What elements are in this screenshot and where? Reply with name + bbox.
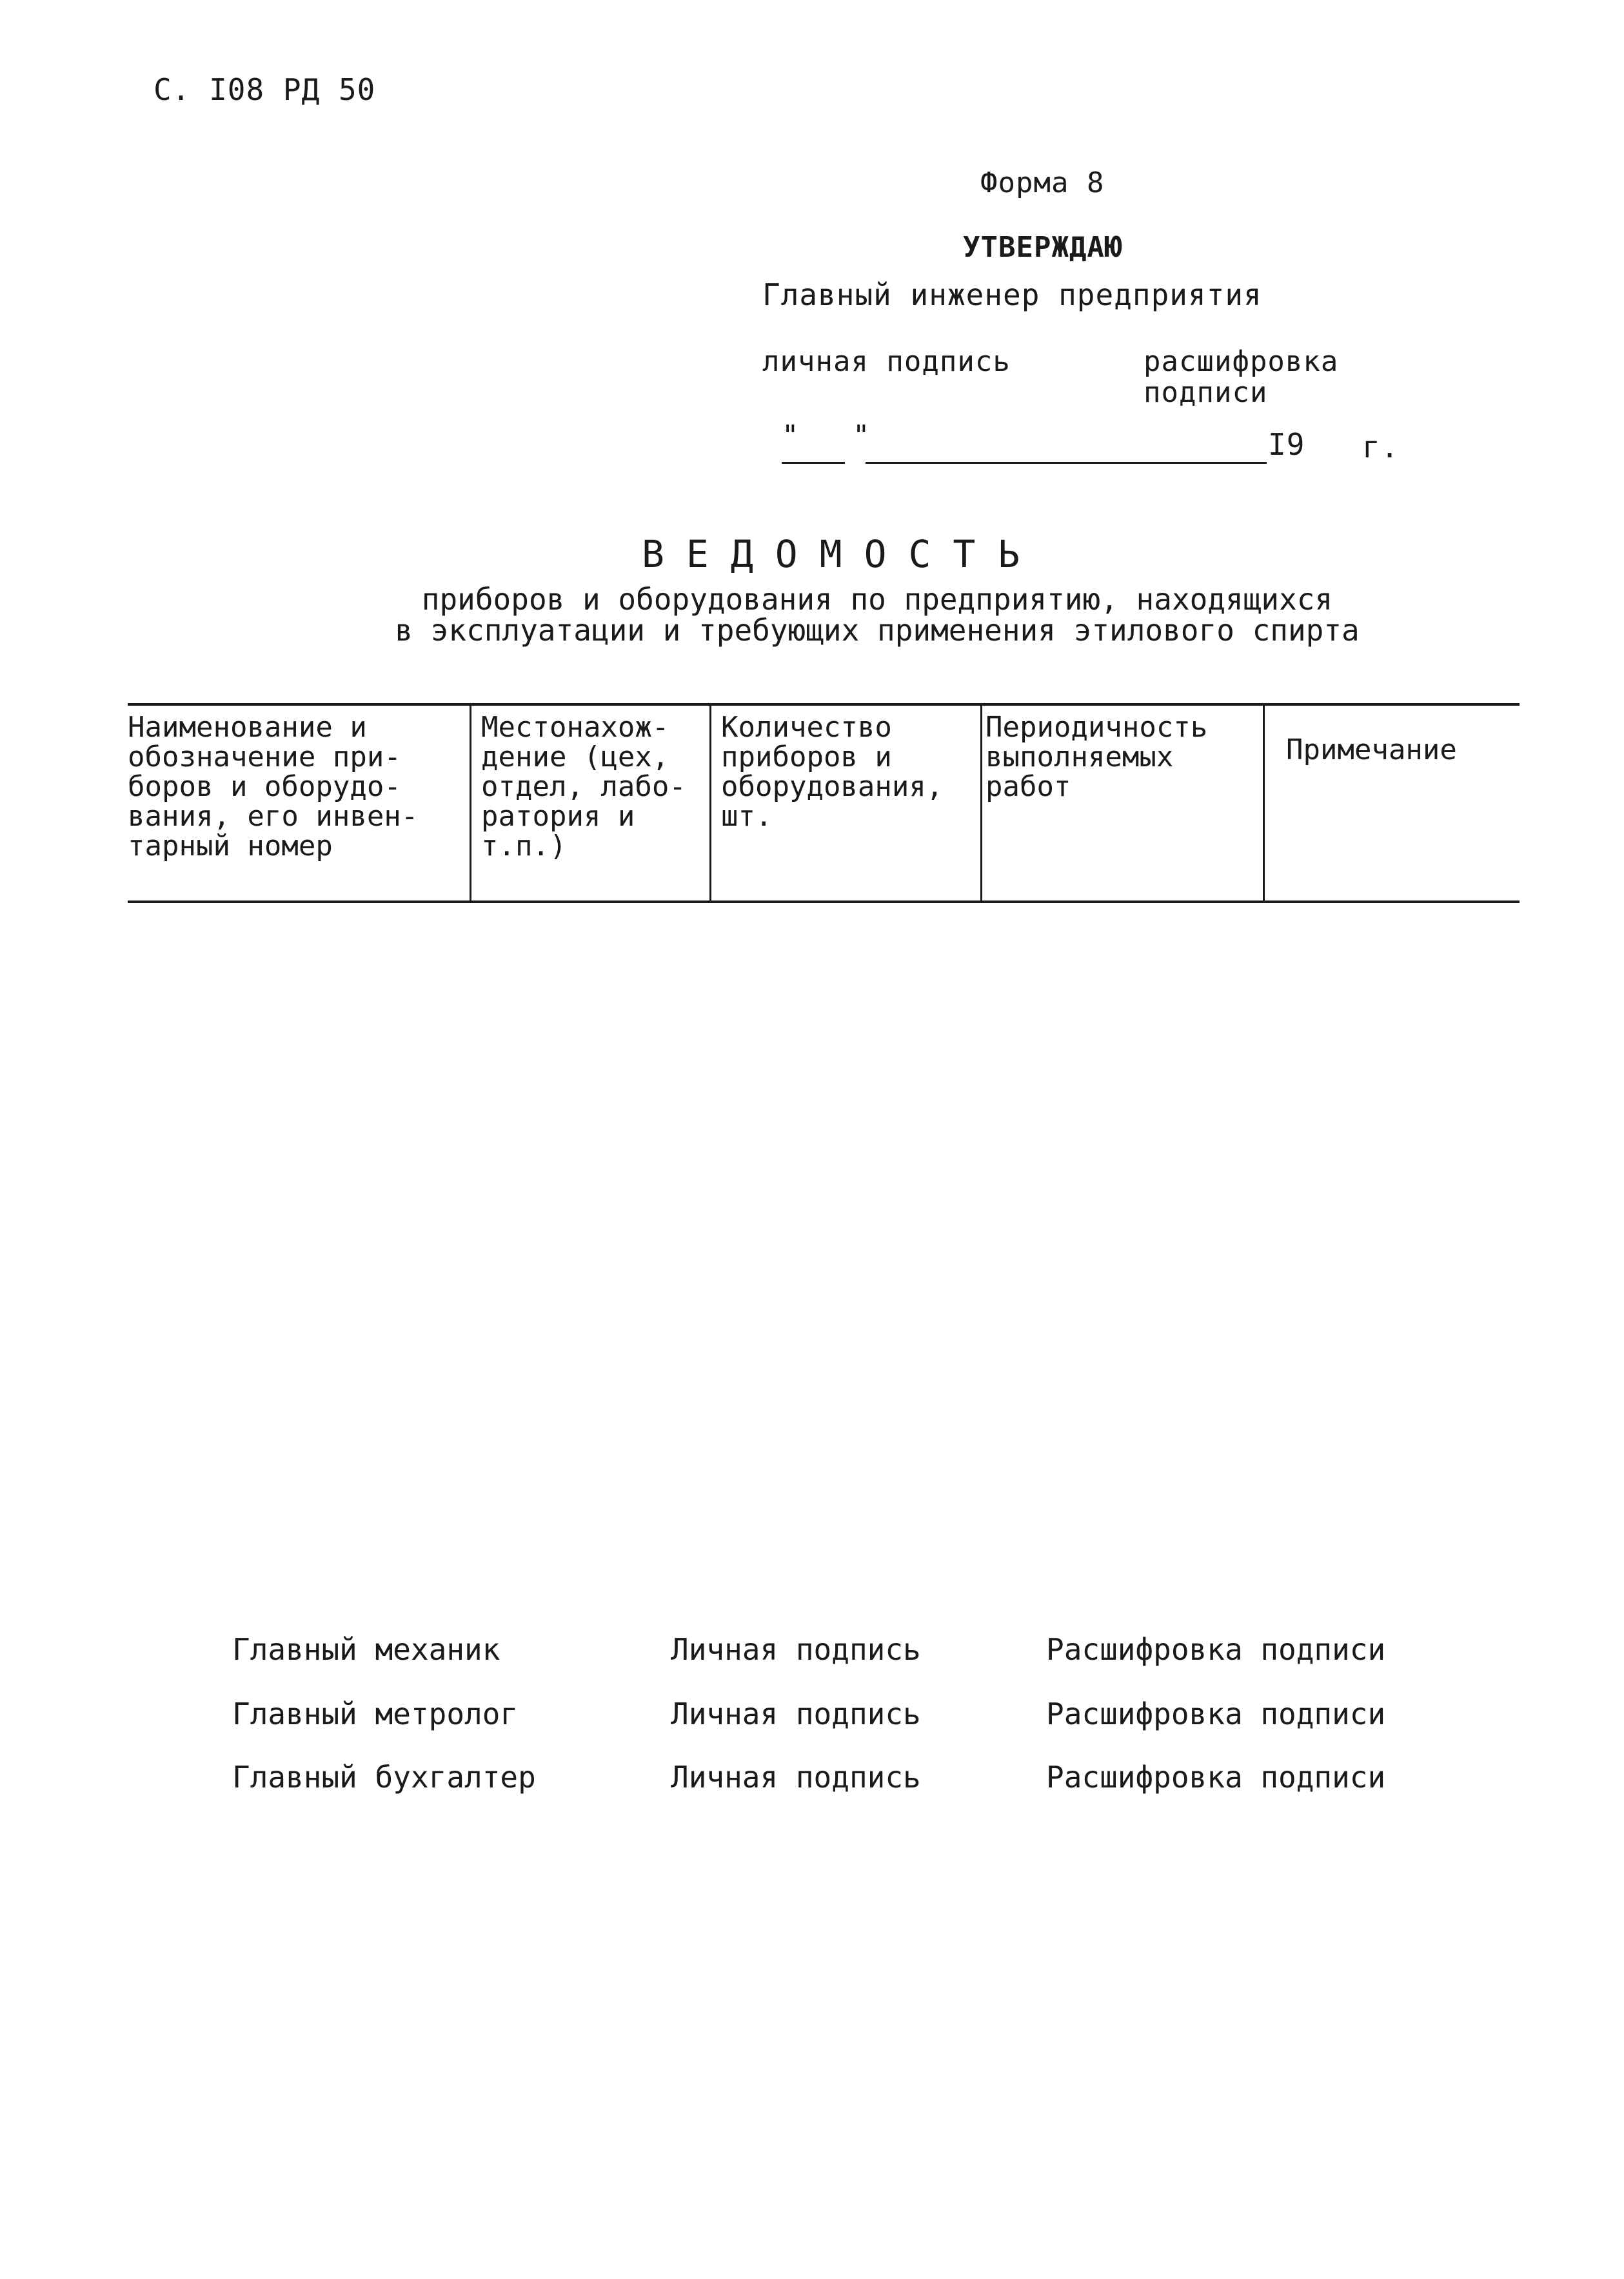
signature-personal: Личная подпись: [671, 1760, 921, 1795]
column-header-notes: Примечание: [1286, 733, 1457, 766]
column-header-periodicity: Периодичность выполняемых работ: [985, 711, 1208, 803]
column-header-name: Наименование и обозначение при- боров и оборудо- вания, его инвен- тарный номер: [128, 711, 419, 862]
date-day-blank: [782, 462, 845, 464]
signature-caption: личная подпись: [762, 345, 1011, 378]
approver-title: Главный инженер предприятия: [762, 277, 1262, 312]
form-label: Форма 8: [980, 166, 1105, 199]
date-quote-close: ": [853, 419, 871, 452]
table-bottom-rule: [128, 901, 1520, 903]
signature-personal: Личная подпись: [671, 1632, 921, 1667]
signature-role: Главный механик: [232, 1632, 500, 1667]
column-divider: [1263, 704, 1265, 901]
decode-caption-line1: расшифровка: [1144, 345, 1339, 378]
signature-decode: Расшифровка подписи: [1046, 1697, 1386, 1731]
signature-personal: Личная подпись: [671, 1697, 921, 1731]
signature-decode: Расшифровка подписи: [1046, 1632, 1386, 1667]
column-header-location: Местонахож- дение (цех, отдел, лабо- ратория и т.п.): [481, 711, 686, 862]
signature-role: Главный бухгалтер: [232, 1760, 536, 1795]
column-divider: [980, 704, 982, 901]
year-suffix: г.: [1362, 430, 1400, 464]
decode-caption-line2: подписи: [1144, 376, 1268, 409]
column-divider: [470, 704, 471, 901]
date-month-blank: [866, 462, 1267, 464]
approval-heading: УТВЕРЖДАЮ: [963, 231, 1123, 264]
column-header-quantity: Количество приборов и оборудования, шт.: [721, 711, 944, 833]
year-prefix: I9: [1268, 427, 1305, 462]
table-top-rule: [128, 703, 1520, 706]
document-subtitle-line2: в эксплуатации и требующих применения этилового спирта: [395, 613, 1360, 648]
page-reference: С. I08 РД 50: [153, 72, 376, 107]
signature-role: Главный метролог: [232, 1697, 519, 1731]
column-divider: [709, 704, 711, 901]
document-title: ВЕДОМОСТЬ: [642, 532, 1042, 576]
date-quote-open: ": [782, 419, 800, 452]
signature-decode: Расшифровка подписи: [1046, 1760, 1386, 1795]
document-subtitle-line1: приборов и оборудования по предприятию, находящихся: [421, 582, 1333, 617]
